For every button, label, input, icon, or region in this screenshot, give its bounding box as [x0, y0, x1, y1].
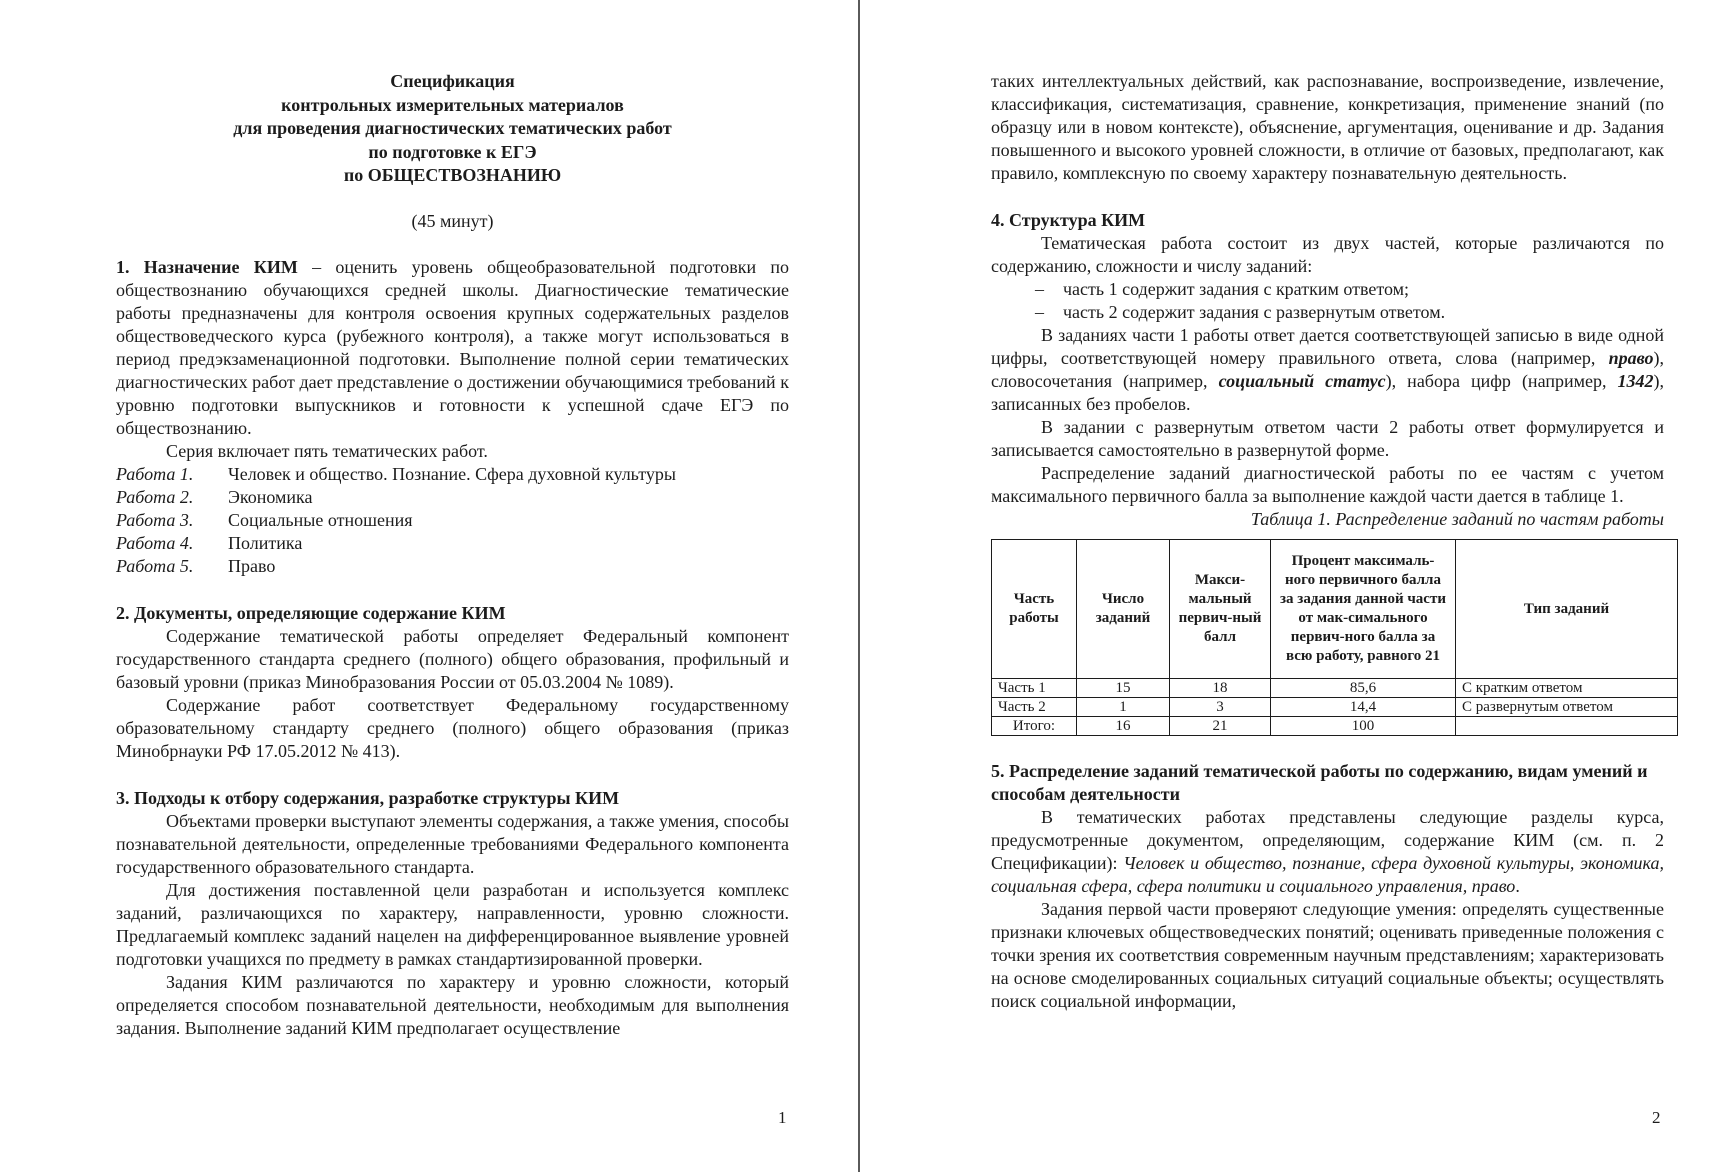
section-3-paragraph: Задания КИМ различаются по характеру и уровню сложности, который определяется способом познавательной деятельности, необходимым для выполнения задания. Выполнение заданий КИМ предполагает осуществление: [116, 971, 789, 1038]
work-label: Работа 1.: [116, 463, 194, 484]
work-name: Право: [228, 555, 276, 576]
text-run: ), записанных без пробелов.: [991, 371, 1664, 414]
table-cell: 18: [1170, 679, 1271, 698]
page-divider: [858, 0, 860, 1172]
work-name: Экономика: [228, 486, 313, 507]
table-caption: Таблица 1. Распределение заданий по частям работы: [1250, 509, 1664, 529]
page-1: [116, 0, 789, 1172]
table-row: [992, 679, 1678, 698]
table-cell: 1: [1077, 698, 1170, 717]
title-line: контрольных измерительных материалов: [281, 94, 624, 115]
table-row: [992, 717, 1678, 736]
title-line: для проведения диагностических тематических работ: [233, 118, 672, 138]
table-cell: [1456, 717, 1678, 736]
table-cell: 14,4: [1271, 698, 1456, 717]
example-digits: 1342: [1617, 371, 1654, 391]
list-item: – часть 2 содержит задания с развернутым ответом.: [991, 301, 1664, 324]
section-1-heading: 1. Назначение КИМ: [116, 256, 298, 277]
distribution-table: [991, 539, 1678, 736]
table-cell: 3: [1170, 698, 1271, 717]
text-run: ), набора цифр (например,: [1385, 371, 1618, 391]
section-5-paragraph: Задания первой части проверяют следующие умения: определять существенные признаки ключевых обществоведческих понятий; оценивать приведенные положения с точки зрения их соответствия современным научным представлениям; характеризовать на основе смоделированных социальных ситуаций социальные объекты; осуществлять поиск социальной информации,: [991, 899, 1664, 1011]
section-4-paragraph: [991, 324, 1664, 416]
work-label: Работа 3.: [116, 509, 194, 530]
table-cell: 21: [1170, 717, 1271, 736]
page-number: 1: [778, 1108, 787, 1127]
table-header-cell: Процент максималь-ного первичного балла за задания данной части от мак-симального первич-ного балла за всю работу, равного 21: [1271, 540, 1456, 679]
table-cell: С кратким ответом: [1456, 679, 1678, 698]
table-header-row: [992, 540, 1678, 679]
section-5-paragraph: [991, 806, 1664, 898]
work-name: Социальные отношения: [228, 509, 413, 530]
section-4-paragraph: Тематическая работа состоит из двух частей, которые различаются по содержанию, сложности и числу заданий:: [991, 233, 1664, 276]
section-4-paragraph: Распределение заданий диагностической работы по ее частям с учетом максимального первичного балла за выполнение каждой части дается в таблице 1.: [991, 463, 1664, 506]
section-4-paragraph: В задании с развернутым ответом части 2 работы ответ формулируется и записывается самостоятельно в развернутой форме.: [991, 417, 1664, 460]
title-line: по ОБЩЕСТВОЗНАНИЮ: [343, 165, 562, 185]
table-header-cell: Часть работы: [992, 540, 1077, 679]
sections-list-italic: Человек и общество, познание, сфера духовной культуры, экономика, социальная сфера, сфера политики и социального управления, право: [991, 853, 1664, 896]
work-label: Работа 5.: [116, 555, 194, 576]
table-header-cell: Число заданий: [1077, 540, 1170, 679]
page-2: [991, 0, 1664, 1172]
table-cell: С развернутым ответом: [1456, 698, 1678, 717]
section-3-heading: 3. Подходы к отбору содержания, разработке структуры КИМ: [116, 787, 620, 808]
table-header-cell: Тип заданий: [1456, 540, 1678, 679]
continued-paragraph: таких интеллектуальных действий, как распознавание, воспроизведение, извлечение, классификация, систематизация, сравнение, конкретизация, применение знаний (по образцу или в новом контексте), объяснение, аргументация, оценивание и др. Задания повышенного и высокого уровней сложности, в отличие от базовых, предполагают, как правило, комплексную по своему характеру познавательную деятельность.: [991, 71, 1664, 183]
table-cell: Часть 1: [992, 679, 1077, 698]
table-header-cell: Макси-мальный первич-ный балл: [1170, 540, 1271, 679]
table-cell: 16: [1077, 717, 1170, 736]
table-cell: Итого:: [992, 717, 1077, 736]
list-item: – часть 1 содержит задания с кратким ответом;: [991, 278, 1664, 301]
title-line: по подготовке к ЕГЭ: [368, 141, 537, 162]
text-run: .: [1515, 876, 1520, 896]
text-run: В заданиях части 1 работы ответ дается соответствующей записью в виде одной цифры, соответствующей номеру правильного ответа, слова (например,: [991, 325, 1664, 368]
page-title: [116, 70, 789, 188]
section-4-heading: 4. Структура КИМ: [991, 210, 1146, 230]
title-line: Спецификация: [390, 71, 515, 91]
example-word: право: [1608, 348, 1654, 368]
section-3-paragraph: Объектами проверки выступают элементы содержания, а также умения, способы познавательной деятельности, определенные требованиями Федерального компонента государственного образовательного стандарта.: [116, 810, 789, 877]
work-label: Работа 4.: [116, 532, 194, 553]
list-item: [116, 486, 789, 509]
table-cell: Часть 2: [992, 698, 1077, 717]
page-number: 2: [1652, 1108, 1661, 1127]
table-cell: 15: [1077, 679, 1170, 698]
works-list: [116, 463, 789, 578]
list-item: [116, 555, 789, 578]
text-run: В тематических работах представлены следующие разделы курса, предусмотренные документом, определяющим, содержание КИМ (см. п. 2 Спецификации):: [991, 807, 1664, 873]
section-1-paragraph: [116, 256, 789, 440]
list-item: [116, 463, 789, 486]
parts-list: [991, 278, 1664, 324]
section-2-heading: 2. Документы, определяющие содержание КИМ: [116, 602, 506, 623]
work-name: Человек и общество. Познание. Сфера духовной культуры: [228, 463, 676, 484]
table-cell: 85,6: [1271, 679, 1456, 698]
table-row: [992, 698, 1678, 717]
section-1-text: – оценить уровень общеобразовательной подготовки по обществознанию обучающихся средней школы. Диагностические тематические работы предназначены для контроля освоения крупных содержательных разделов обществоведческого курса (рубежного контроля), а также могут использоваться в период предэкзаменационной подготовки. Выполнение полной серии тематических диагностических работ дает представление о достижении обучающимися требований к уровню подготовки выпускников и готовности к успешной сдаче ЕГЭ по обществознанию.: [116, 256, 789, 438]
series-text: Серия включает пять тематических работ.: [166, 440, 488, 461]
list-item: [116, 532, 789, 555]
text-run: ), словосочетания (например,: [991, 348, 1664, 391]
section-2-paragraph: Содержание работ соответствует Федеральному государственному образовательному стандарту среднего (полного) общего образования (приказ Минобрнауки РФ 17.05.2012 № 413).: [116, 694, 789, 761]
section-3-paragraph: Для достижения поставленной цели разработан и используется комплекс заданий, различающихся по характеру, направленности, уровню сложности. Предлагаемый комплекс заданий нацелен на дифференцированное выявление уровней подготовки учащихся по предмету в рамках стандартизированной проверки.: [116, 879, 789, 969]
list-item: [116, 509, 789, 532]
example-phrase: социальный статус: [1218, 371, 1386, 391]
table-cell: 100: [1271, 717, 1456, 736]
section-2-paragraph: Содержание тематической работы определяет Федеральный компонент государственного стандарта среднего (полного) общего образования, профильный и базовый уровни (приказ Минобразования России от 05.03.2004 № 1089).: [116, 625, 789, 692]
section-5-heading: 5. Распределение заданий тематической работы по содержанию, видам умений и способам деятельности: [991, 761, 1648, 804]
work-name: Политика: [228, 532, 303, 553]
duration: (45 минут): [411, 210, 494, 231]
work-label: Работа 2.: [116, 486, 194, 507]
